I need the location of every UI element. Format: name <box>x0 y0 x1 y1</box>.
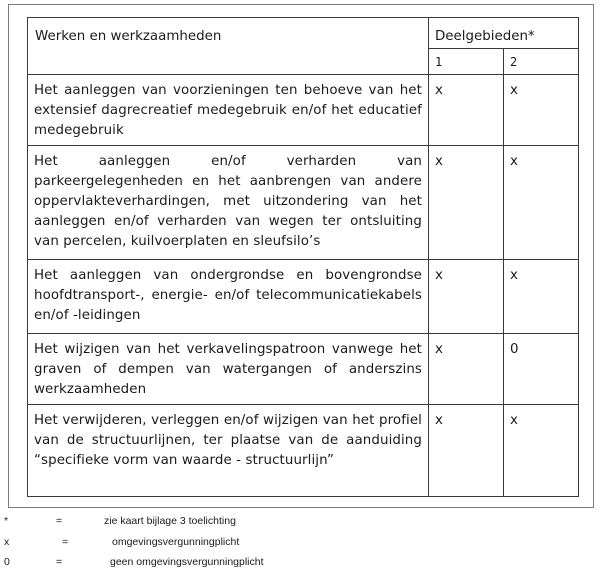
legend-equals: = <box>62 536 69 548</box>
header-works: Werken en werkzaamheden <box>28 18 429 75</box>
subarea-2-mark: x <box>504 405 579 497</box>
subarea-1-mark: x <box>429 334 504 405</box>
legend-equals: = <box>56 515 63 527</box>
legend-text: geen omgevingsvergunningplicht <box>110 556 264 568</box>
work-cell: Het wijzigen van het verkavelingspatroon vanwege het graven of dempen van watergangen of anderszins werkzaamheden <box>28 334 429 405</box>
legend-symbol: 0 <box>4 556 10 568</box>
legend-equals: = <box>56 556 63 568</box>
subarea-2-mark: 0 <box>504 334 579 405</box>
subarea-2-mark: x <box>504 260 579 334</box>
legend-text: omgevingsvergunningplicht <box>112 536 240 548</box>
header-subarea-2: 2 <box>504 49 579 75</box>
table-header-row <box>28 18 579 49</box>
legend-text: zie kaart bijlage 3 toelichting <box>104 515 236 527</box>
subarea-2-mark: x <box>504 146 579 260</box>
subarea-1-mark: x <box>429 146 504 260</box>
permit-table <box>27 17 579 497</box>
header-subarea-1: 1 <box>429 49 504 75</box>
work-cell: Het aanleggen van voorzieningen ten behoeve van het extensief dagrecreatief medegebruik en/of het educatief medegebruik <box>28 75 429 146</box>
legend-symbol: x <box>4 536 10 548</box>
legend-symbol: * <box>4 515 9 527</box>
subarea-1-mark: x <box>429 405 504 497</box>
table-row <box>28 405 579 497</box>
work-cell: Het aanleggen en/of verharden van parkeergelegenheden en het aanbrengen van andere oppervlakteverhardingen, met uitzondering van het aanleggen en/of verharden van wegen ter ontsluiting van percelen, kuilvoerplaten en sleufsilo’s <box>28 146 429 260</box>
header-subareas: Deelgebieden* <box>429 18 579 49</box>
work-cell: Het verwijderen, verleggen en/of wijzigen van het profiel van de structuurlijnen, ter plaatse van de aanduiding “specifieke vorm van waarde - structuurlijn” <box>28 405 429 497</box>
subarea-1-mark: x <box>429 75 504 146</box>
table-row <box>28 146 579 260</box>
table-row <box>28 75 579 146</box>
subarea-2-mark: x <box>504 75 579 146</box>
table-row <box>28 260 579 334</box>
table-row <box>28 334 579 405</box>
work-cell: Het aanleggen van ondergrondse en bovengrondse hoofdtransport-, energie- en/of telecommunicatiekabels en/of -leidingen <box>28 260 429 334</box>
subarea-1-mark: x <box>429 260 504 334</box>
